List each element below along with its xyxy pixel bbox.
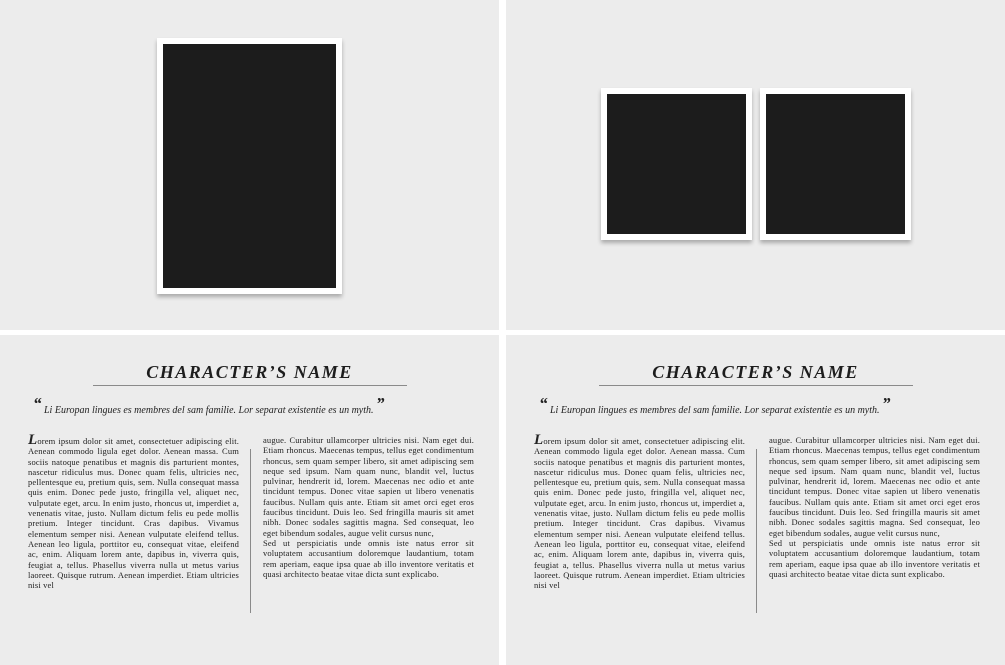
quote-close-mark: ” xyxy=(376,394,385,413)
body-column-left[interactable] xyxy=(534,432,745,591)
drop-cap: L xyxy=(28,432,38,448)
character-name[interactable]: CHARACTER’S NAME xyxy=(652,362,859,382)
quote[interactable] xyxy=(539,394,979,418)
quote-text: Li Europan lingues es membres del sam familie. Lor separat existentie es un myth. xyxy=(550,405,880,416)
body-text: orem ipsum dolor sit amet, consectetuer adipiscing elit. Aenean commodo ligula eget dolor. Aenean massa. Cum sociis natoque penatibus et magnis dis parturient montes, nascetur ridiculus mus. Donec quam felis, ultricies nec, pellentesque eu, pretium quis, sem. Nulla consequat massa quis enim. Donec pede justo, fringilla vel, aliquet nec, vulputate eget, arcu. In enim justo, rhoncus ut, imperdiet a, venenatis vitae, justo. Nullam dictum felis eu pede mollis pretium. Integer tincidunt. Cras dapibus. Vivamus elementum semper nisi. Aenean vulputate eleifend tellus. Aenean leo ligula, porttitor eu, consequat vitae, eleifend ac, enim. Aliquam lorem ante, dapibus in, viverra quis, feugiat a, tellus. Phasellus viverra nulla ut metus varius laoreet. Quisque rutrum. Aenean imperdiet. Etiam ultricies nisi vel xyxy=(28,436,239,591)
body-text: augue. Curabitur ullamcorper ultricies nisi. Nam eget dui. Etiam rhoncus. Maecenas tempus, tellus eget condimentum rhoncus, sem quam semper libero, sit amet adipiscing sem neque sed ipsum. Nam quam nunc, blandit vel, luctus pulvinar, hendrerit id, lorem. Maecenas nec odio et ante tincidunt tempus. Donec vitae sapien ut libero venenatis faucibus. Nullam quis ante. Etiam sit amet orci eget eros faucibus tincidunt. Duis leo. Sed fringilla mauris sit amet nibh. Donec sodales sagittis magna. Sed consequat, leo eget bibendum sodales, augue velit cursus nunc, xyxy=(263,435,474,538)
character-name[interactable]: CHARACTER’S NAME xyxy=(146,362,353,382)
body-column-left[interactable] xyxy=(28,432,239,591)
quote-text: Li Europan lingues es membres del sam familie. Lor separat existentie es un myth. xyxy=(44,405,374,416)
quote-close-mark: ” xyxy=(882,394,891,413)
name-underline xyxy=(599,385,913,386)
quote-open-mark: “ xyxy=(539,394,548,413)
body-text: augue. Curabitur ullamcorper ultricies nisi. Nam eget dui. Etiam rhoncus. Maecenas tempus, tellus eget condimentum rhoncus, sem quam semper libero, sit amet adipiscing sem neque sed ipsum. Nam quam nunc, blandit vel, luctus pulvinar, hendrerit id, lorem. Maecenas nec odio et ante tincidunt tempus. Donec vitae sapien ut libero venenatis faucibus. Nullam quis ante. Etiam sit amet orci eget eros faucibus tincidunt. Duis leo. Sed fringilla mauris sit amet nibh. Donec sodales sagittis magna. Sed consequat, leo eget bibendum sodales, augue velit cursus nunc, xyxy=(769,435,980,538)
photo-frame-square-right[interactable] xyxy=(760,88,911,240)
text-page-left xyxy=(0,335,499,665)
photo-placeholder xyxy=(766,94,905,234)
body-column-right[interactable] xyxy=(263,435,474,579)
photo-placeholder xyxy=(607,94,746,234)
quote-open-mark: “ xyxy=(33,394,42,413)
drop-cap: L xyxy=(534,432,544,448)
body-text: orem ipsum dolor sit amet, consectetuer adipiscing elit. Aenean commodo ligula eget dolor. Aenean massa. Cum sociis natoque penatibus et magnis dis parturient montes, nascetur ridiculus mus. Donec quam felis, ultricies nec, pellentesque eu, pretium quis, sem. Nulla consequat massa quis enim. Donec pede justo, fringilla vel, aliquet nec, vulputate eget, arcu. In enim justo, rhoncus ut, imperdiet a, venenatis vitae, justo. Nullam dictum felis eu pede mollis pretium. Integer tincidunt. Cras dapibus. Vivamus elementum semper nisi. Aenean vulputate eleifend tellus. Aenean leo ligula, porttitor eu, consequat vitae, eleifend ac, enim. Aliquam lorem ante, dapibus in, viverra quis, feugiat a, tellus. Phasellus viverra nulla ut metus varius laoreet. Quisque rutrum. Aenean imperdiet. Etiam ultricies nisi vel xyxy=(534,436,745,591)
column-divider xyxy=(756,449,757,613)
photo-page-single xyxy=(0,0,499,330)
body-column-right[interactable] xyxy=(769,435,980,579)
body-text: Sed ut perspiciatis unde omnis iste natus error sit voluptatem accusantium doloremque laudantium, totam rem aperiam, eaque ipsa quae ab illo inventore veritatis et quasi architecto beatae vitae dicta sunt explicabo. xyxy=(769,537,980,579)
photo-frame-square-left[interactable] xyxy=(601,88,752,240)
photo-frame-portrait[interactable] xyxy=(157,38,342,294)
quote[interactable] xyxy=(33,394,473,418)
text-page-right xyxy=(506,335,1005,665)
photo-page-double xyxy=(506,0,1005,330)
column-divider xyxy=(250,449,251,613)
body-text: Sed ut perspiciatis unde omnis iste natus error sit voluptatem accusantium doloremque laudantium, totam rem aperiam, eaque ipsa quae ab illo inventore veritatis et quasi architecto beatae vitae dicta sunt explicabo. xyxy=(263,537,474,579)
name-underline xyxy=(93,385,407,386)
photo-placeholder xyxy=(163,44,336,288)
